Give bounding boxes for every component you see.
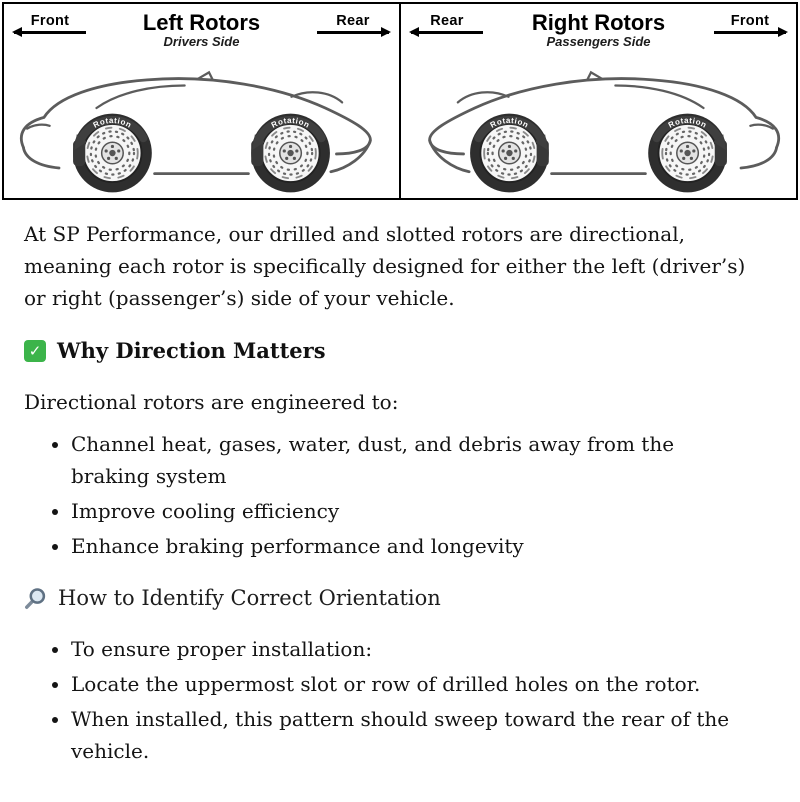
installation-list	[24, 633, 772, 767]
why-direction-matters-heading	[24, 334, 772, 368]
list-item: • Improve cooling efficiency	[71, 495, 711, 527]
left-panel-titles	[143, 10, 260, 50]
right-arrow-icon	[714, 31, 786, 34]
benefits-list	[24, 428, 772, 562]
right-panel-titles	[532, 10, 665, 50]
right-arrow-icon	[317, 31, 389, 34]
left-rotors-panel	[2, 2, 401, 200]
direction-label: Front	[30, 13, 70, 29]
magnifier-icon	[24, 587, 47, 610]
left-panel-header	[4, 4, 399, 50]
list-item: • Enhance braking performance and longevity	[71, 530, 711, 562]
rotation-label: Rotation	[488, 116, 531, 131]
rotation-label: Rotation	[269, 116, 312, 131]
direction-label: Front	[730, 13, 770, 29]
green-checkmark-icon	[24, 340, 46, 362]
rotor-direction-article	[0, 200, 800, 767]
lead-paragraph: Directional rotors are engineered to:	[24, 389, 399, 414]
intro-paragraph: At SP Performance, our drilled and slotted rotors are directional, meaning each rotor is specifically designed for either the left (driver’s) or right (passenger’s) side of your vehicle.	[24, 222, 746, 311]
panel-subtitle: Drivers Side	[163, 34, 240, 50]
list-item: • To ensure proper installation:	[71, 633, 772, 665]
left-arrow-icon	[14, 31, 86, 34]
left-car-illustration	[4, 48, 399, 198]
list-item: • Channel heat, gases, water, dust, and debris away from the braking system	[71, 428, 711, 492]
front-direction-indicator	[14, 13, 86, 34]
rear-direction-indicator	[317, 13, 389, 34]
right-rotors-panel	[399, 2, 798, 200]
panel-title: Right Rotors	[531, 10, 666, 35]
panel-subtitle: Passengers Side	[546, 34, 651, 50]
left-arrow-icon	[411, 31, 483, 34]
right-panel-header	[401, 4, 796, 50]
rear-direction-indicator	[411, 13, 483, 34]
rotor-direction-diagram	[2, 2, 798, 200]
right-car-illustration	[401, 48, 796, 198]
front-direction-indicator	[714, 13, 786, 34]
list-item: • Locate the uppermost slot or row of drilled holes on the rotor.	[71, 668, 772, 700]
list-item: • When installed, this pattern should sweep toward the rear of the vehicle.	[71, 703, 772, 767]
panel-title: Left Rotors	[142, 10, 261, 35]
direction-label: Rear	[336, 13, 370, 29]
identify-orientation-heading	[24, 582, 772, 616]
rotation-label: Rotation	[91, 116, 134, 131]
direction-label: Rear	[430, 13, 464, 29]
rotation-label: Rotation	[666, 116, 709, 131]
heading-text: How to Identify Correct Orientation	[58, 585, 441, 610]
heading-text: Why Direction Matters	[57, 338, 326, 364]
